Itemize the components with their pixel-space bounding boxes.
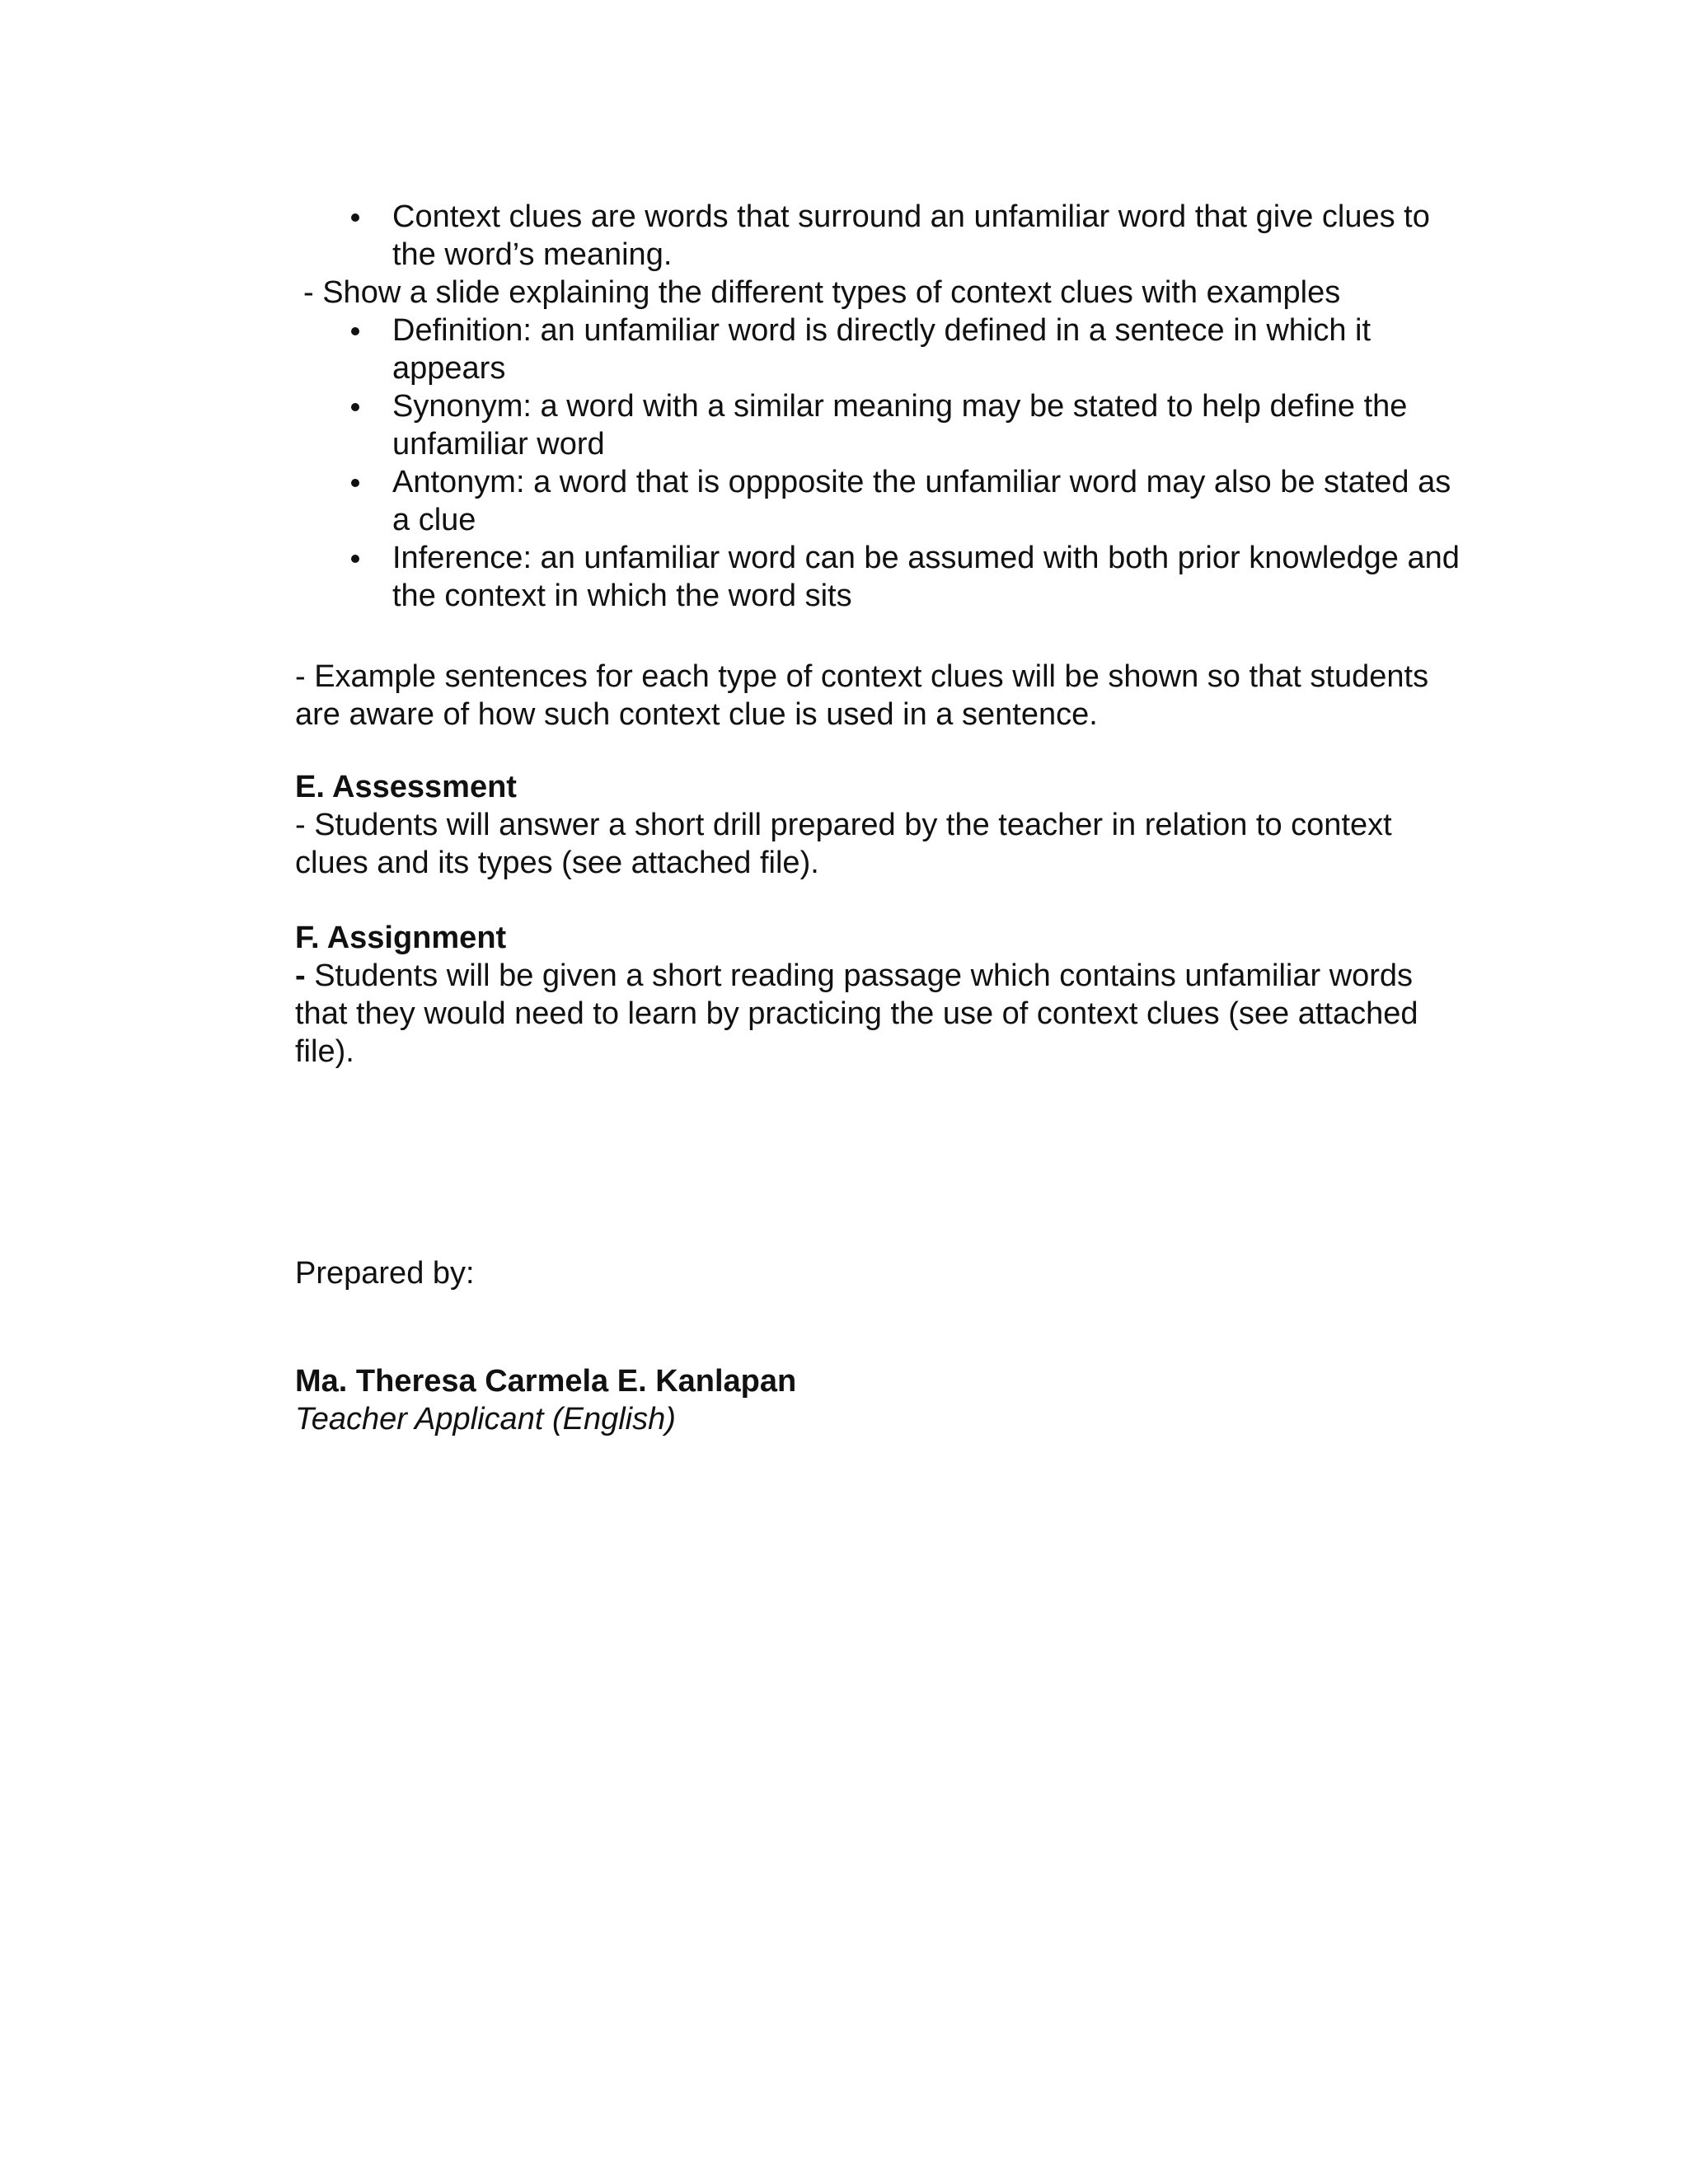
signatory-name: Ma. Theresa Carmela E. Kanlapan	[295, 1364, 797, 1399]
bullet-dot-icon	[351, 213, 359, 222]
signature-block	[295, 1362, 1465, 1438]
bullet-text: Context clues are words that surround an unfamiliar word that give clues to the word’s meaning.	[392, 199, 1430, 272]
bullet-item-definition	[295, 312, 1465, 387]
bullet-item-context-clues	[295, 198, 1465, 274]
bullet-text: Synonym: a word with a similar meaning may be stated to help define the unfamiliar word	[392, 389, 1408, 462]
bullet-dot-icon	[351, 555, 359, 563]
prepared-by-block	[295, 1254, 1465, 1292]
bullet-text: Inference: an unfamiliar word can be assumed with both prior knowledge and the context in which the word sits	[392, 541, 1460, 613]
bullet-item-antonym	[295, 463, 1465, 539]
assignment-dash: -	[295, 958, 306, 993]
assessment-heading: E. Assessment	[295, 770, 517, 804]
context-clue-types-list	[295, 312, 1465, 615]
bullet-dot-icon	[351, 327, 359, 335]
slide-instruction: - Show a slide explaining the different types of context clues with examples	[303, 275, 1341, 310]
bullet-text: Antonym: a word that is oppposite the unfamiliar word may also be stated as a clue	[392, 465, 1451, 537]
bullet-dot-icon	[351, 479, 359, 487]
assessment-section	[295, 768, 1465, 882]
context-clues-section	[295, 198, 1465, 615]
assignment-text: Students will be given a short reading passage which contains unfamiliar words that they would need to learn by practicing the use of context clues (see attached file).	[295, 958, 1418, 1069]
assignment-body	[295, 957, 1465, 1071]
prepared-by-label: Prepared by:	[295, 1256, 475, 1291]
bullet-text: Definition: an unfamiliar word is directly defined in a sentece in which it appears	[392, 313, 1372, 386]
assignment-section	[295, 919, 1465, 1071]
example-paragraph-block	[295, 658, 1465, 733]
bullet-item-inference	[295, 539, 1465, 615]
bullet-dot-icon	[351, 403, 359, 411]
intro-bullet-list	[295, 198, 1465, 274]
example-paragraph: - Example sentences for each type of context clues will be shown so that students are aware of how such context clue is used in a sentence.	[295, 659, 1429, 732]
bullet-item-synonym	[295, 387, 1465, 463]
signatory-title: Teacher Applicant (English)	[295, 1402, 676, 1436]
assignment-heading: F. Assignment	[295, 921, 507, 955]
assessment-body: - Students will answer a short drill prepared by the teacher in relation to context clues and its types (see attached file).	[295, 808, 1392, 880]
